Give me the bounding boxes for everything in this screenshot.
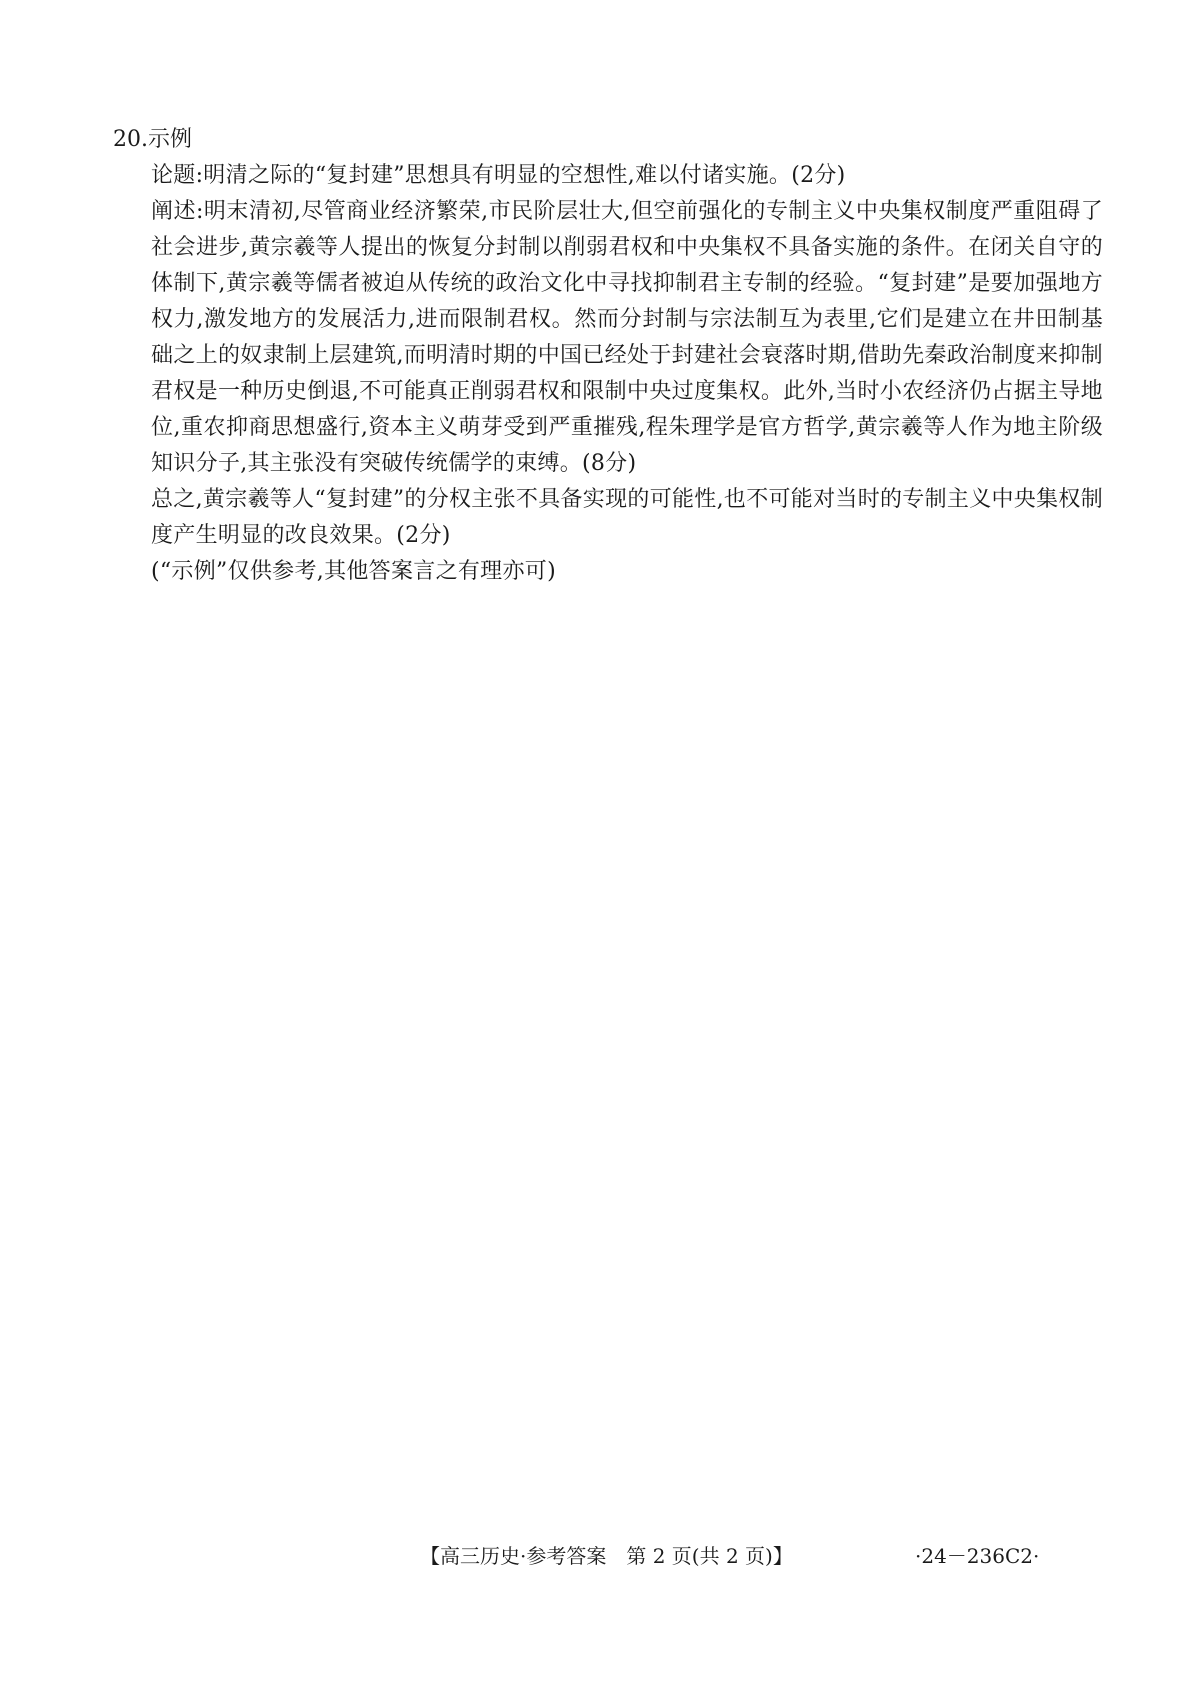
page-footer	[0, 1541, 1200, 1571]
question-label: 示例	[148, 127, 193, 152]
argument-paragraph: 阐述:明末清初,尽管商业经济繁荣,市民阶层壮大,但空前强化的专制主义中央集权制度严重阻碍了社会进步,黄宗羲等人提出的恢复分封制以削弱君权和中央集权不具备实施的条件。在闭关自守的体制下,黄宗羲等儒者被迫从传统的政治文化中寻找抑制君主专制的经验。“复封建”是要加强地方权力,激发地方的发展活力,进而限制君权。然而分封制与宗法制互为表里,它们是建立在井田制基础之上的奴隶制上层建筑,而明清时期的中国已经处于封建社会衰落时期,借助先秦政治制度来抑制君权是一种历史倒退,不可能真正削弱君权和限制中央过度集权。此外,当时小农经济仍占据主导地位,重农抑商思想盛行,资本主义萌芽受到严重摧残,程朱理学是官方哲学,黄宗羲等人作为地主阶级知识分子,其主张没有突破传统儒学的束缚。(8分)	[151, 199, 1103, 476]
answer-body	[151, 158, 1103, 590]
footer-title: 【高三历史·参考答案 第 2 页(共 2 页)】	[420, 1544, 793, 1568]
answer-section	[113, 122, 1103, 590]
question-heading	[113, 122, 1103, 158]
conclusion-paragraph: 总之,黄宗羲等人“复封建”的分权主张不具备实现的可能性,也不可能对当时的专制主义中央集权制度产生明显的改良效果。(2分)	[151, 487, 1103, 548]
thesis-paragraph: 论题:明清之际的“复封建”思想具有明显的空想性,难以付诸实施。(2分)	[151, 163, 846, 188]
question-number: 20.	[113, 127, 148, 152]
reference-note: (“示例”仅供参考,其他答案言之有理亦可)	[151, 559, 556, 584]
footer-code: ·24－236C2·	[915, 1544, 1040, 1568]
